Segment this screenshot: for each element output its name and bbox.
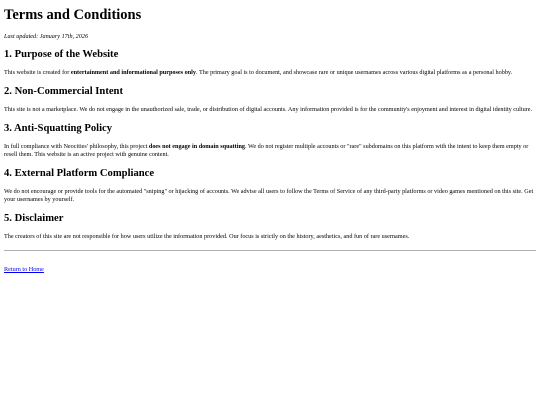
last-updated: Last updated: January 17th, 2026	[4, 32, 89, 40]
section-heading: 2. Non-Commercial Intent	[4, 86, 123, 98]
section-text: The creators of this site are not responsible for how users utilize the information provided. Our focus is strictly on the history, aesthetics, and fun of rare usernames.	[4, 232, 410, 240]
section-anti-squatting	[4, 123, 536, 159]
section-heading: 1. Purpose of the Website	[4, 49, 119, 61]
section-external-platform	[4, 168, 536, 204]
section-text: This site is not a marketplace. We do not engage in the unauthorized sale, trade, or distribution of digital accounts. Any information provided is for the community's enjoyment and interest in digital identity culture.	[4, 105, 533, 113]
section-heading: 4. External Platform Compliance	[4, 168, 155, 180]
section-text: This website is created for entertainment and informational purposes only. The primary goal is to document, and showcase rare or unique usernames across various digital platforms as a personal hobby.	[4, 69, 513, 77]
page-title: Terms and Conditions	[4, 7, 142, 23]
section-heading: 5. Disclaimer	[4, 213, 64, 225]
section-disclaimer	[4, 213, 536, 241]
emphasis-text: entertainment and informational purposes only	[70, 69, 196, 77]
section-heading: 3. Anti-Squatting Policy	[4, 123, 113, 135]
divider	[4, 250, 536, 251]
emphasis-text: does not engage in domain squatting	[148, 142, 245, 150]
section-purpose	[4, 49, 536, 77]
return-home-link[interactable]: Return to Home	[4, 265, 44, 273]
section-text: We do not encourage or provide tools for the automated "sniping" or hijacking of accounts. We advise all users to follow the Terms of Service of any third-party platforms or video games mentioned on this site. Get your usernames by yourself.	[4, 187, 534, 203]
section-text: In full compliance with Neocities' philosophy, this project does not engage in domain squatting. We do not register multiple accounts or "rare" subdomains on this platform with the intent to keep them empty or resell them. This website is an active project with genuine content.	[4, 142, 529, 158]
section-non-commercial	[4, 86, 536, 114]
